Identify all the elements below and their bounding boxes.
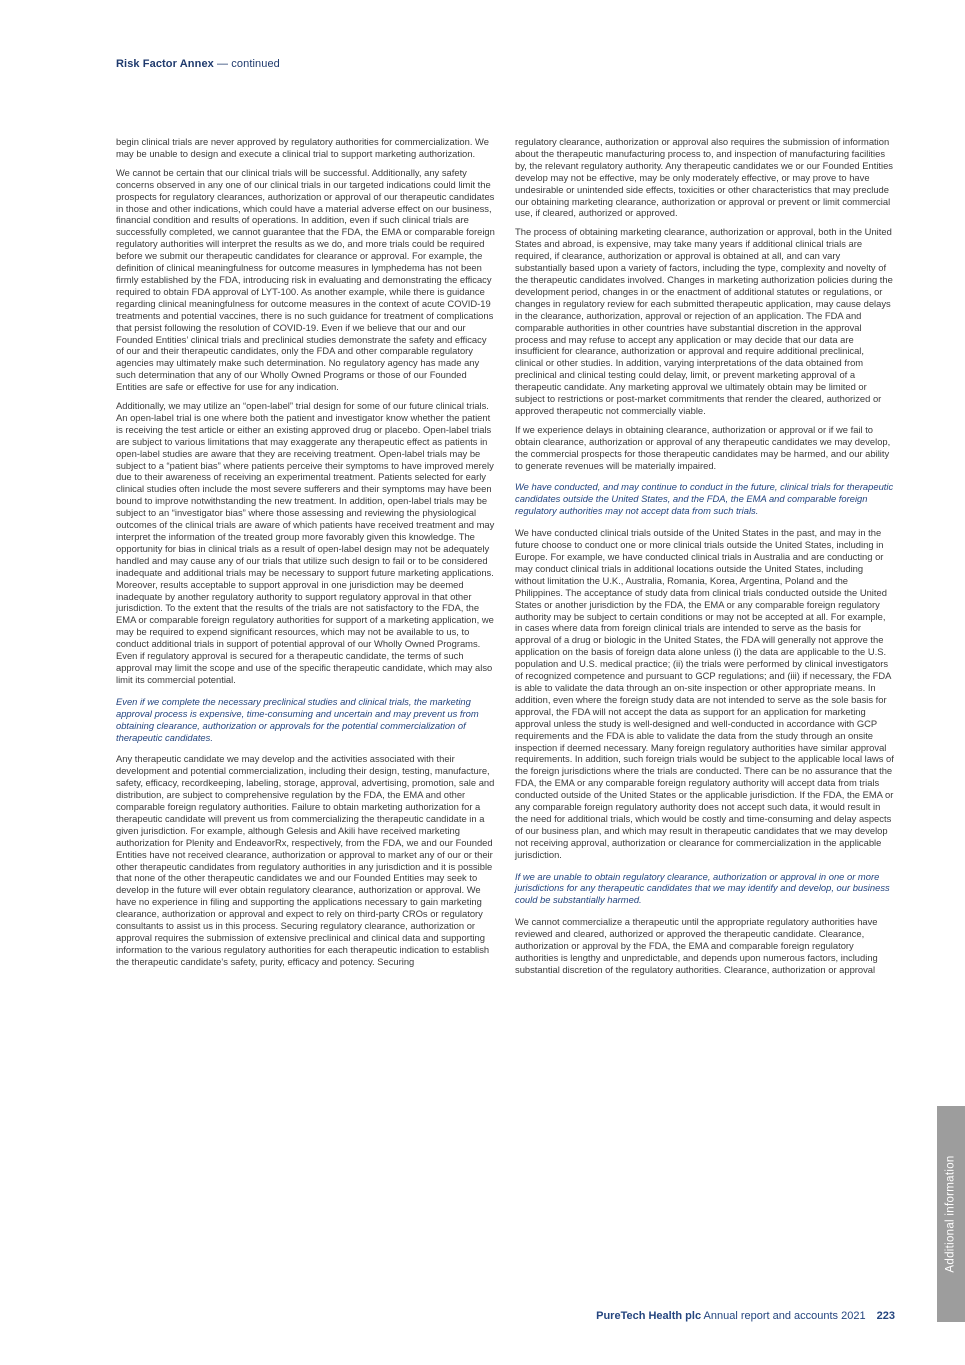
paragraph: Any therapeutic candidate we may develop and the activities associated with their development and potential commercialization, including their design, testing, manufacture, safety, efficacy, recordkeeping, labeling, storage, approval, advertising, promotion, sale and distribution, are subject to comprehensive regulation by the FDA, the EMA and other comparable foreign regulatory authorities. Failure to obtain marketing authorization for a therapeutic candidate will prevent us from commercializing the therapeutic candidate in a given jurisdiction. For example, although Gelesis and Akili have received marketing authorization for Plenity and EndeavorRx, respectively, from the FDA, we and our Founded Entities have not received clearance, authorization or approval to market any of our or their other therapeutic candidates from regulatory authorities in any jurisdiction and it is possible that none of the other therapeutic candidates we and our Founded Entities may seek to develop in the future will ever obtain regulatory clearance, authorization or approval. We have no experience in filing and supporting the applications necessary to gain marketing clearance, authorization or approval and expect to rely on third-party CROs or regulatory consultants to assist us in this process. Securing regulatory clearance, authorization or approval requires the submission of extensive preclinical and clinical data and supporting information to the various regulatory authorities for each therapeutic indication to establish the therapeutic candidate’s safety, purity, efficacy and potency. Securing	[116, 753, 495, 967]
page-footer	[596, 1310, 895, 1322]
side-tab-label: Additional information	[945, 1155, 958, 1273]
risk-subheading: Even if we complete the necessary preclinical studies and clinical trials, the marketing approval process is expensive, time-consuming and uncertain and may prevent us from obtaining clearance, authorization or approvals for the potential commercialization of therapeutic candidates.	[116, 695, 479, 743]
page-header	[116, 58, 280, 70]
paragraph: The process of obtaining marketing clearance, authorization or approval, both in the United States and abroad, is expensive, may take many years if additional clinical trials are required, if clearance, authorization or approval is obtained at all, and can vary substantially based upon a variety of factors, including the type, complexity and novelty of the therapeutic candidates involved. Changes in marketing authorization policies during the development period, changes in or the enactment of additional statutes or regulations, or changes in regulatory review for each submitted therapeutic application, may cause delays in the clearance, authorization, approval or rejection of an application. The FDA and comparable authorities in other countries have substantial discretion in the approval process and may refuse to accept any application or may decide that our data are insufficient for clearance, authorization or approval and require additional preclinical, clinical or other studies. In addition, varying interpretations of the data obtained from preclinical and clinical testing could delay, limit, or prevent marketing approval of a therapeutic candidate. Any marketing approval we ultimately obtain may be limited or subject to restrictions or post-market commitments that render the cleared, authorized or approved therapeutic not commercially viable.	[515, 226, 893, 416]
paragraph: We cannot commercialize a therapeutic until the appropriate regulatory authorities have reviewed and cleared, authorized or approved the therapeutic candidate. Clearance, authorization or approval by the FDA, the EMA and comparable foreign regulatory authorities is lengthy and unpredictable, and depends upon numerous factors, including substantial discretion of the regulatory authorities. Clearance, authorization or approval	[515, 916, 878, 975]
paragraph: We have conducted clinical trials outside of the United States in the past, and may in the future choose to conduct one or more clinical trials outside the United States, including in Europe. For example, we have conducted clinical trials in Australia and are conducting or may conduct clinical trials in additional locations outside the United States, including without limitation the U.K., Australia, Romania, Korea, Argentina, Poland and the Philippines. The acceptance of study data from clinical trials conducted outside the United States or another jurisdiction by the FDA, the EMA or any comparable foreign regulatory authority may be subject to certain conditions or may not be accepted at all. For example, in cases where data from foreign clinical trials are intended to serve as the basis for approval of a drug or biologic in the United States, the FDA will generally not approve the application on the basis of foreign data alone unless (i) the data are applicable to the U.S. population and U.S. medical practice; (ii) the trials were performed by clinical investigators of recognized competence and pursuant to GCP regulations; and (iii) if necessary, the FDA is able to validate the data through an on-site inspection or other appropriate means. In addition, even where the foreign study data are not intended to serve as the sole basis for approval, the FDA will not accept the data as support for an application for marketing approval unless the study is well-designed and well-conducted in accordance with GCP requirements and the FDA is able to validate the data from the study through an onsite inspection if deemed necessary. Many foreign regulatory authorities have similar approval requirements. In addition, such foreign trials would be subject to the applicable local laws of the foreign jurisdictions where the trials are conducted. There can be no assurance that the FDA, the EMA or any comparable foreign regulatory authority will accept data from trials conducted outside of the United States or the applicable jurisdiction. If the FDA, the EMA or any comparable foreign regulatory authority does not accept such data, it would result in the need for additional trials, which would be costly and time-consuming and delay aspects of our business plan, and which may result in therapeutic candidates that we may develop not receiving approval, authorization or clearance for commercialization in the applicable jurisdiction.	[515, 527, 894, 860]
report-title: Annual report and accounts 2021	[703, 1310, 866, 1322]
paragraph: regulatory clearance, authorization or approval also requires the submission of information about the therapeutic manufacturing process to, and inspection of manufacturing facilities by, the relevant regulatory authority. Any therapeutic candidates we or our Founded Entities develop may not be effective, may be only moderately effective, or may prove to have undesirable or unintended side effects, toxicities or other characteristics that may preclude our obtaining marketing clearance, authorization or approval or prevent or limit commercial use, if cleared, authorized or approved.	[515, 136, 893, 219]
paragraph: We cannot be certain that our clinical trials will be successful. Additionally, any safety concerns observed in any one of our clinical trials in our targeted indications could limit the prospects for regulatory clearances, authorization or approval of our therapeutic candidates in those and other indications, which could have a material adverse effect on our business, financial condition and results of operations. In addition, even if such clinical trials are successfully completed, we cannot guarantee that the FDA, the EMA or comparable foreign regulatory authorities will interpret the results as we do, and more trials could be required before we submit our therapeutic candidates for clearance or approval. For example, the definition of clinical meaningfulness for outcome measures in lymphedema has not been firmly established by the FDA, introducing risk in evaluating and demonstrating the efficacy required to obtain FDA approval of LYT-100. As another example, while there is guidance regarding clinical meaningfulness for outcome measures in the context of acute COVID-19 treatments and potential vaccines, there is no such guidance for treatment of complications that persist following the resolution of COVID-19. Even if we believe that our and our Founded Entities’ clinical trials and preclinical studies demonstrate the safety and efficacy of our and their therapeutic candidates, only the FDA and other comparable regulatory agencies may ultimately make such determination. No regulatory agency has made any such determination that any of our Wholly Owned Programs or those of our Founded Entities are safe or effective for use for any indication.	[116, 166, 495, 393]
paragraph: begin clinical trials are never approved by regulatory authorities for commercialization. We may be unable to design and execute a clinical trial to support marketing authorization.	[116, 136, 489, 159]
risk-subheading: We have conducted, and may continue to conduct in the future, clinical trials for therapeutic candidates outside the United States, and the FDA, the EMA and comparable foreign regulatory authorities may not accept data from such trials.	[515, 481, 894, 517]
section-side-tab	[937, 1106, 965, 1322]
right-column	[515, 136, 894, 983]
section-continued: — continued	[217, 58, 280, 70]
company-name: PureTech Health plc	[596, 1310, 702, 1322]
page-number: 223	[876, 1310, 895, 1322]
paragraph: Additionally, we may utilize an “open-label” trial design for some of our future clinical trials. An open-label trial is one where both the patient and investigator know whether the patient is receiving the test article or either an existing approved drug or placebo. Open-label trials are subject to various limitations that may exaggerate any therapeutic effect as patients in open-label studies are aware that they are receiving treatment. Open-label trials may be subject to a “patient bias” where patients perceive their symptoms to have improved merely due to their awareness of receiving an experimental treatment. Patients selected for early clinical studies often include the most severe sufferers and their symptoms may have been bound to improve notwithstanding the new treatment. In addition, open-label trials may be subject to an “investigator bias” where those assessing and reviewing the physiological outcomes of the clinical trials are aware of which patients have received treatment and may interpret the information of the treated group more favorably given this knowledge. The opportunity for bias in clinical trials as a result of open-label design may not be adequately handled and may cause any of our trials that utilize such design to fail or to be considered inadequate and additional trials may be necessary to support future marketing applications. Moreover, results acceptable to support approval in one jurisdiction may be deemed inadequate by another regulatory authority to support regulatory approval in that other jurisdiction. To the extent that the results of the trials are not satisfactory to the FDA, the EMA or comparable foreign regulatory authorities for support of a marketing application, we may be required to expend significant resources, which may not be available to us, to conduct additional trials in support of potential approval of our Wholly Owned Programs. Even if regulatory approval is secured for a therapeutic candidate, the terms of such approval may limit the scope and use of the specific therapeutic candidate, which may also limit its commercial potential.	[116, 400, 495, 685]
section-title: Risk Factor Annex	[116, 58, 214, 70]
paragraph: If we experience delays in obtaining clearance, authorization or approval or if we fail to obtain clearance, authorization or approval of any therapeutic candidates we may develop, the commercial prospects for those therapeutic candidates may be harmed, and our ability to generate revenues will be materially impaired.	[515, 423, 891, 471]
left-column	[116, 136, 495, 975]
risk-subheading: If we are unable to obtain regulatory clearance, authorization or approval in one or more jurisdictions for any therapeutic candidates that we may identify and develop, our business could be substantially harmed.	[515, 870, 890, 906]
